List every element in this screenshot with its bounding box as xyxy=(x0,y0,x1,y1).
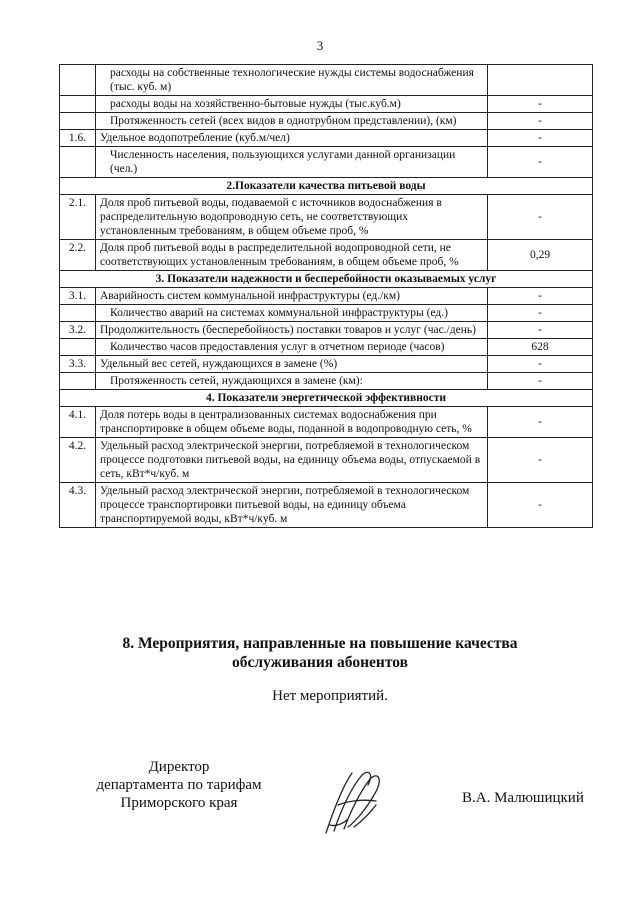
row-value: - xyxy=(488,96,593,113)
section-header-row xyxy=(60,271,593,288)
table-row xyxy=(60,438,593,483)
row-number xyxy=(60,113,96,130)
row-value xyxy=(488,65,593,96)
row-description: расходы на собственные технологические нужды системы водоснабжения (тыс. куб. м) xyxy=(96,65,488,96)
row-description: Удельный вес сетей, нуждающихся в замене (%) xyxy=(96,356,488,373)
row-description: Продолжительность (бесперебойность) поставки товаров и услуг (час./день) xyxy=(96,322,488,339)
row-value: - xyxy=(488,130,593,147)
table-row xyxy=(60,147,593,178)
section-header-row xyxy=(60,178,593,195)
row-value: - xyxy=(488,147,593,178)
measures-title-line1: 8. Мероприятия, направленные на повышение качества xyxy=(122,635,518,652)
row-number: 3.3. xyxy=(60,356,96,373)
row-value: 0,29 xyxy=(488,240,593,271)
row-description: Численность населения, пользующихся услугами данной организации (чел.) xyxy=(96,147,488,178)
table-row xyxy=(60,195,593,240)
table-row xyxy=(60,130,593,147)
signer-position-line3: Приморского края xyxy=(120,795,238,811)
row-value: - xyxy=(488,195,593,240)
measures-title xyxy=(0,634,640,672)
table-row xyxy=(60,288,593,305)
table-row xyxy=(60,373,593,390)
table-row xyxy=(60,240,593,271)
row-value: - xyxy=(488,438,593,483)
row-number: 4.1. xyxy=(60,407,96,438)
row-value: - xyxy=(488,113,593,130)
table-row xyxy=(60,407,593,438)
section-header-row xyxy=(60,390,593,407)
row-value: - xyxy=(488,288,593,305)
row-value: - xyxy=(488,483,593,528)
row-number: 3.1. xyxy=(60,288,96,305)
row-description: Протяженность сетей, нуждающихся в замене (км): xyxy=(96,373,488,390)
row-number xyxy=(60,65,96,96)
row-value: 628 xyxy=(488,339,593,356)
row-number xyxy=(60,96,96,113)
row-value: - xyxy=(488,305,593,322)
table-row xyxy=(60,339,593,356)
table-row xyxy=(60,96,593,113)
indicators-table xyxy=(59,64,593,528)
table-row xyxy=(60,305,593,322)
section-title: 2.Показатели качества питьевой воды xyxy=(60,178,593,195)
row-number: 4.3. xyxy=(60,483,96,528)
row-number: 3.2. xyxy=(60,322,96,339)
row-number: 1.6. xyxy=(60,130,96,147)
row-value: - xyxy=(488,407,593,438)
row-description: Удельный расход электрической энергии, потребляемой в технологическом процессе подготовки питьевой воды, на единицу объема воды, отпускаемой в сеть, кВт*ч/куб. м xyxy=(96,438,488,483)
row-number: 2.1. xyxy=(60,195,96,240)
row-number: 4.2. xyxy=(60,438,96,483)
signer-name: В.А. Малюшицкий xyxy=(462,790,584,806)
row-description: Аварийность систем коммунальной инфраструктуры (ед./км) xyxy=(96,288,488,305)
row-value: - xyxy=(488,356,593,373)
row-value: - xyxy=(488,373,593,390)
table-row xyxy=(60,322,593,339)
section-title: 3. Показатели надежности и бесперебойности оказываемых услуг xyxy=(60,271,593,288)
row-description: Доля потерь воды в централизованных системах водоснабжения при транспортировке в общем объеме воды, поданной в водопроводную сеть, % xyxy=(96,407,488,438)
row-description: Количество часов предоставления услуг в отчетном периоде (часов) xyxy=(96,339,488,356)
page-number: 3 xyxy=(316,38,324,53)
signer-position xyxy=(84,758,274,812)
table-row xyxy=(60,356,593,373)
table-row xyxy=(60,113,593,130)
row-description: Удельное водопотребление (куб.м/чел) xyxy=(96,130,488,147)
measures-text: Нет мероприятий. xyxy=(272,688,388,704)
row-value: - xyxy=(488,322,593,339)
row-description: Количество аварий на системах коммунальной инфраструктуры (ед.) xyxy=(96,305,488,322)
section-title: 4. Показатели энергетической эффективности xyxy=(60,390,593,407)
indicators-table-body xyxy=(60,65,593,528)
table-row xyxy=(60,483,593,528)
row-description: Удельный расход электрической энергии, потребляемой в технологическом процессе транспортировки питьевой воды, на единицу объема транспортируемой воды, кВт*ч/куб. м xyxy=(96,483,488,528)
row-number xyxy=(60,147,96,178)
row-description: Протяженность сетей (всех видов в однотрубном представлении), (км) xyxy=(96,113,488,130)
row-number: 2.2. xyxy=(60,240,96,271)
signer-position-line2: департамента по тарифам xyxy=(96,777,262,793)
row-number xyxy=(60,339,96,356)
table-row xyxy=(60,65,593,96)
row-description: расходы воды на хозяйственно-бытовые нужды (тыс.куб.м) xyxy=(96,96,488,113)
row-description: Доля проб питьевой воды в распределительной водопроводной сети, не соответствующих установленным требованиям, в общем объеме проб, % xyxy=(96,240,488,271)
row-description: Доля проб питьевой воды, подаваемой с источников водоснабжения в распределительную водопроводную сеть, не соответствующих установленным требованиям, в общем объеме проб, % xyxy=(96,195,488,240)
handwritten-signature xyxy=(318,765,388,837)
measures-title-line2: обслуживания абонентов xyxy=(232,654,408,671)
signer-position-line1: Директор xyxy=(148,759,210,775)
row-number xyxy=(60,305,96,322)
row-number xyxy=(60,373,96,390)
